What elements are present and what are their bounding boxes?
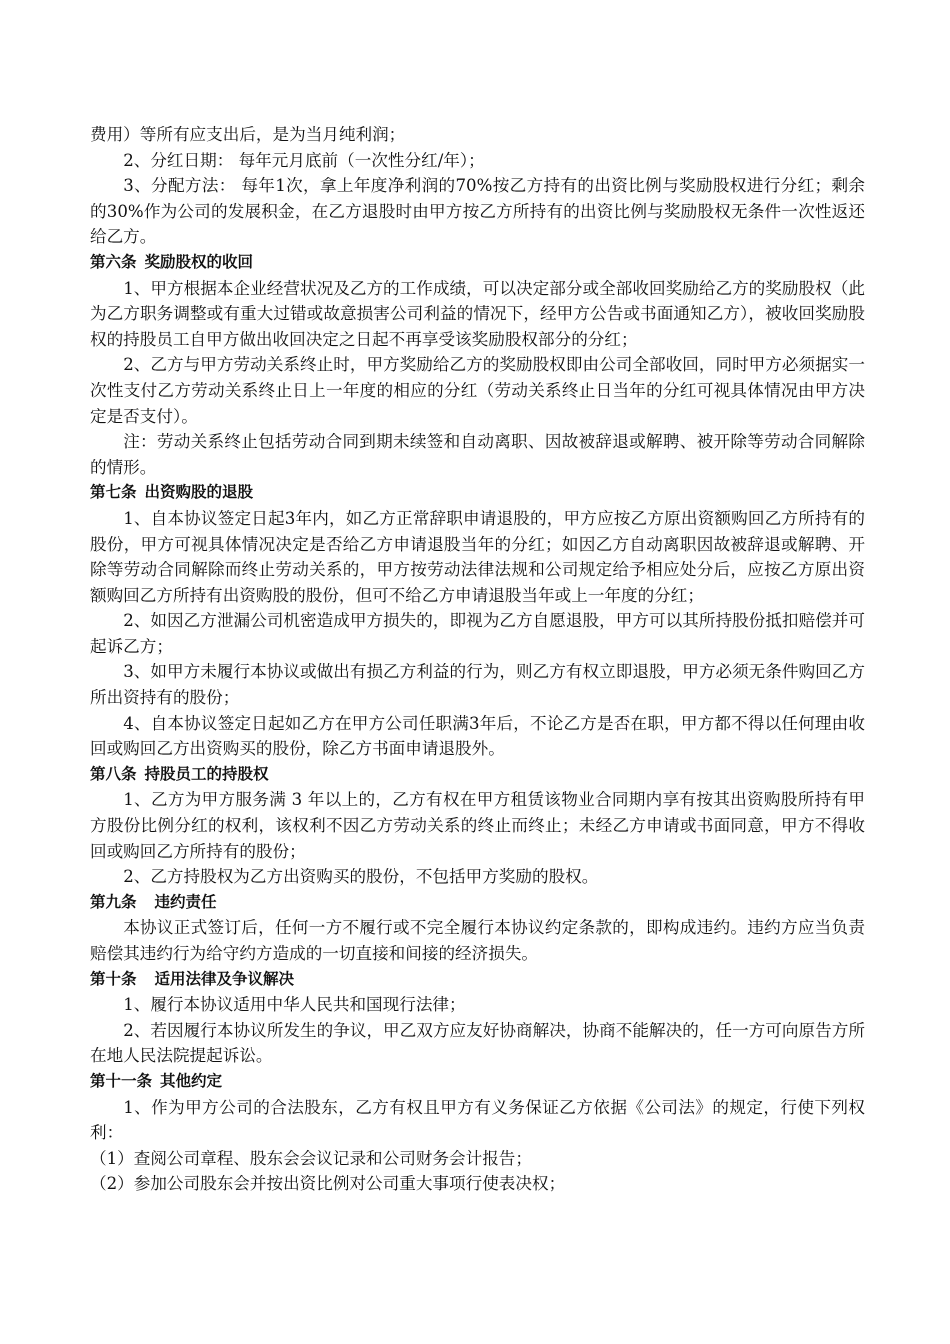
paragraph: 3、如甲方未履行本协议或做出有损乙方利益的行为，则乙方有权立即退股，甲方必须无条件购回乙方所出资持有的股份； xyxy=(90,662,865,708)
paragraph: 1、甲方根据本企业经营状况及乙方的工作成绩，可以决定部分或全部收回奖励给乙方的奖励股权（此为乙方职务调整或有重大过错或故意损害公司利益的情况下，经甲方公告或书面通知乙方），被收回奖励股权的持股员工自甲方做出收回决定之日起不再享受该奖励股权部分的分红； xyxy=(90,278,865,349)
paragraph: 2、如因乙方泄漏公司机密造成甲方损失的，即视为乙方自愿退股，甲方可以其所持股份抵扣赔偿并可起诉乙方； xyxy=(90,611,865,656)
article-number: 第六条 xyxy=(90,252,137,271)
paragraph: 1、履行本协议适用中华人民共和国现行法律； xyxy=(123,995,466,1015)
article-heading xyxy=(90,1069,865,1095)
article-title: 奖励股权的收回 xyxy=(144,252,254,271)
paragraph: 3、分配方法： 每年1次，拿上年度净利润的70%按乙方持有的出资比例与奖励股权进行分红；剩余的30%作为公司的发展积金，在乙方退股时由甲方按乙方所持有的出资比例与奖励股权无条件一次性返还给乙方。 xyxy=(90,176,865,247)
paragraph: 2、乙方持股权为乙方出资购买的股份，不包括甲方奖励的股权。 xyxy=(123,867,599,887)
article-title: 持股员工的持股权 xyxy=(144,764,269,783)
list-item: （2）参加公司股东会并按出资比例对公司重大事项行使表决权； xyxy=(90,1174,566,1194)
article-heading xyxy=(90,762,865,788)
document-page xyxy=(90,122,865,1197)
paragraph: 1、自本协议签定日起3年内，如乙方正常辞职申请退股的，甲方应按乙方原出资额购回乙方所持有的股份，甲方可视具体情况决定是否给乙方申请退股当年的分红；如因乙方自动离职因故被辞退或解聘、开除等劳动合同解除而终止劳动关系的，甲方按劳动法律法规和公司规定给予相应处分后，应按乙方原出资额购回乙方所持有出资购股的股份，但可不给乙方申请退股当年或上一年度的分红； xyxy=(90,508,865,605)
article-title: 出资购股的退股 xyxy=(144,483,254,502)
paragraph: 注：劳动关系终止包括劳动合同到期未续签和自动离职、因故被辞退或解聘、被开除等劳动合同解除的情形。 xyxy=(90,432,865,477)
article-heading xyxy=(90,967,865,993)
paragraph: 4、自本协议签定日起如乙方在甲方公司任职满3年后，不论乙方是否在职，甲方都不得以任何理由收回或购回乙方出资购买的股份，除乙方书面申请退股外。 xyxy=(90,713,865,759)
article-title: 适用法律及争议解决 xyxy=(154,969,295,988)
paragraph: 2、分红日期： 每年元月底前（一次性分红/年）； xyxy=(123,150,485,170)
article-title: 违约责任 xyxy=(154,892,217,911)
article-number: 第十条 xyxy=(90,969,137,988)
paragraph: 2、若因履行本协议所发生的争议，甲乙双方应友好协商解决，协商不能解决的，任一方可向原告方所在地人民法院提起诉讼。 xyxy=(90,1020,865,1066)
article-number: 第七条 xyxy=(90,483,137,502)
paragraph: 本协议正式签订后，任何一方不履行或不完全履行本协议约定条款的，即构成违约。违约方应当负责赔偿其违约行为给守约方造成的一切直接和间接的经济损失。 xyxy=(90,918,865,963)
article-heading xyxy=(90,890,865,916)
list-item: （1）查阅公司章程、股东会会议记录和公司财务会计报告； xyxy=(90,1148,532,1168)
paragraph: 2、乙方与甲方劳动关系终止时，甲方奖励给乙方的奖励股权即由公司全部收回，同时甲方必须据实一次性支付乙方劳动关系终止日上一年度的相应的分红（劳动关系终止日当年的分红可视具体情况由甲方决定是否支付）。 xyxy=(90,355,865,426)
article-number: 第十一条 xyxy=(90,1071,153,1090)
paragraph: 1、作为甲方公司的合法股东，乙方有权且甲方有义务保证乙方依据《公司法》的规定，行使下列权利： xyxy=(90,1097,865,1143)
article-heading xyxy=(90,250,865,276)
article-heading xyxy=(90,480,865,506)
paragraph: 费用）等所有应支出后，是为当月纯利润； xyxy=(90,125,406,144)
article-number: 第九条 xyxy=(90,892,137,911)
article-title: 其他约定 xyxy=(160,1071,223,1090)
paragraph: 1、乙方为甲方服务满 3 年以上的，乙方有权在甲方租赁该物业合同期内享有按其出资购股所持有甲方股份比例分红的权利，该权利不因乙方劳动关系的终止而终止；未经乙方申请或书面同意，甲方不得收回或购回乙方所持有的股份； xyxy=(90,790,865,861)
article-number: 第八条 xyxy=(90,764,137,783)
